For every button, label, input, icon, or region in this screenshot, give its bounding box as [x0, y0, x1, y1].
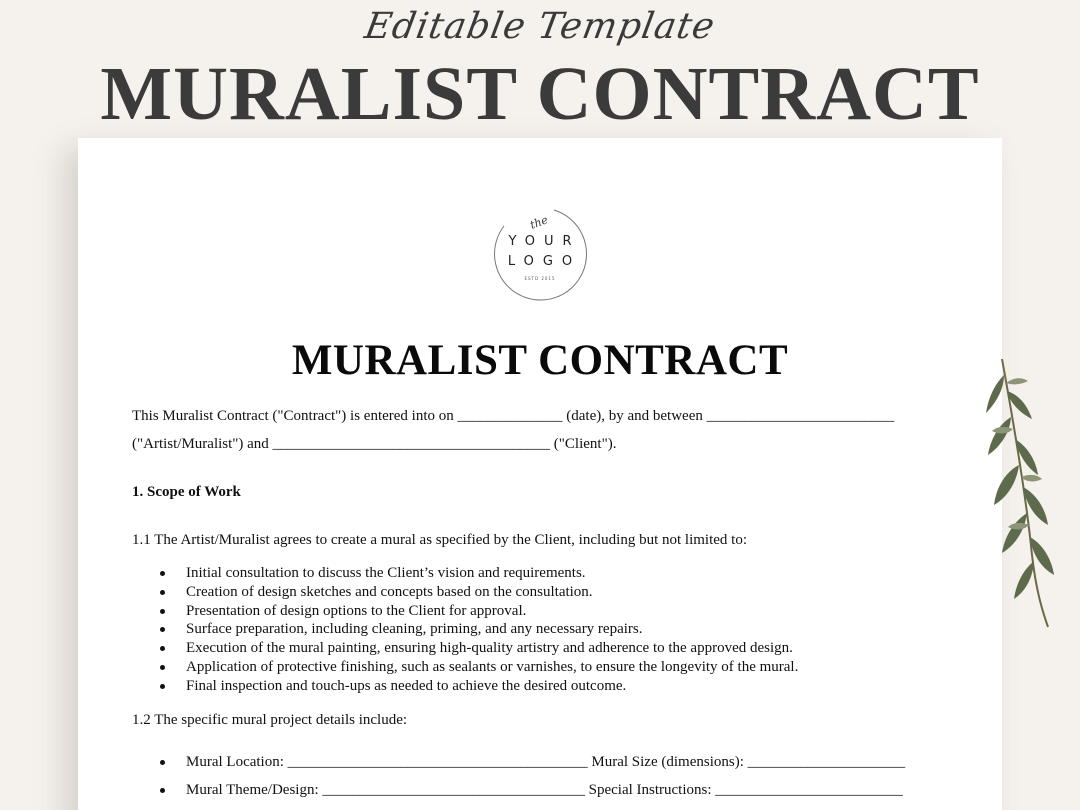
- logo-the-text: the: [528, 213, 550, 232]
- list-item: Final inspection and touch-ups as needed to achieve the desired outcome.: [132, 677, 952, 696]
- list-item: Application of protective finishing, such as sealants or varnishes, to ensure the longevity of the mural.: [132, 658, 952, 677]
- clause-1-2: 1.2 The specific mural project details include:: [132, 711, 408, 728]
- list-item: Execution of the mural painting, ensuring high-quality artistry and adherence to the approved design.: [132, 639, 952, 658]
- project-details-list: [132, 748, 952, 804]
- list-item: Creation of design sketches and concepts based on the consultation.: [132, 583, 952, 602]
- logo-est-text: ESTD 2015: [524, 276, 556, 281]
- list-item: Mural Location: ________________________________________ Mural Size (dimensions): _____________________: [132, 748, 952, 776]
- logo-text-line1: YOUR: [508, 234, 581, 249]
- banner-title: MURALIST CONTRACT: [100, 52, 980, 136]
- document-title: MURALIST CONTRACT: [291, 337, 789, 384]
- list-item: Presentation of design options to the Client for approval.: [132, 602, 952, 621]
- logo-text-line2: LOGO: [507, 254, 582, 269]
- scope-list: [132, 564, 952, 696]
- logo-placeholder: [492, 204, 588, 304]
- document-body: [132, 402, 952, 804]
- intro-line-1: This Muralist Contract ("Contract") is entered into on ______________ (date), by and between _________________________: [132, 408, 895, 424]
- clause-1-1: 1.1 The Artist/Muralist agrees to create a mural as specified by the Client, including but not limited to:: [132, 532, 747, 548]
- list-item: Initial consultation to discuss the Client’s vision and requirements.: [132, 564, 952, 583]
- olive-sprig-icon: [980, 355, 1075, 630]
- list-item: Surface preparation, including cleaning, priming, and any necessary repairs.: [132, 620, 952, 639]
- banner-script-title: Editable Template: [361, 6, 719, 47]
- intro-line-2: ("Artist/Muralist") and _____________________________________ ("Client").: [132, 436, 617, 452]
- document-page: [78, 138, 1002, 810]
- list-item: Mural Theme/Design: ___________________________________ Special Instructions: _________________________: [132, 776, 952, 804]
- section-1-heading: 1. Scope of Work: [132, 484, 241, 500]
